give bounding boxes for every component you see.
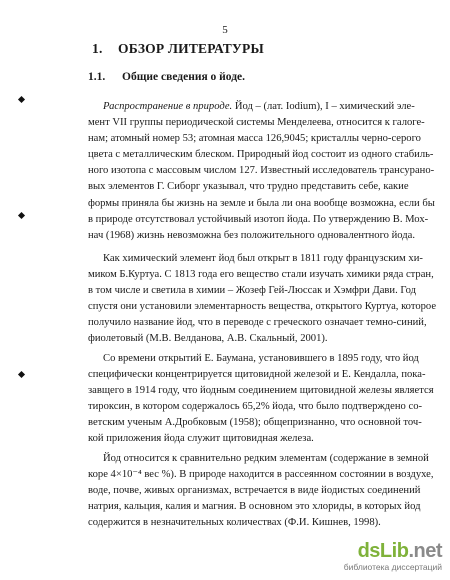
text-line: спустя они установили элементарность вещества, открытого Куртуа, которое (88, 301, 437, 313)
text-line: Как химический элемент йод был открыт в 1811 году французским хи- (103, 253, 423, 264)
section-number: 1. (92, 41, 103, 56)
text-line: содержится в незначительных количествах (Ф.И. Кишнев, 1998). (88, 517, 381, 529)
text-line: нам; атомный номер 53; атомная масса 126,9045; кристаллы черно-серого (88, 133, 421, 145)
text-line: коре 4×10⁻⁴ вес %). В природе находится в рассеянном состоянии в воздухе, (88, 469, 434, 481)
paragraph-discovery (88, 251, 437, 348)
text-line: фиолетовый (М.В. Велданова, А.В. Скальный, 2001). (88, 333, 328, 345)
text-line: кой приложения йода служит щитовидная железа. (88, 433, 314, 445)
subsection-heading (88, 71, 245, 83)
watermark (330, 540, 442, 574)
text-line: нач (1968) жизнь невозможна без положительного одновалентного йода. (88, 229, 416, 241)
section-heading (92, 41, 264, 57)
text-line: специфически концентрируется щитовидной железой и Е. Кендалла, пока- (88, 369, 426, 381)
text-line: ветским ученым А.Дробковым (1958); общепризнанно, что основной точ- (88, 417, 422, 429)
margin-bullet-icon (18, 212, 25, 219)
text-line: миком Б.Куртуа. С 1813 года его вещество стали изучать химики ряда стран, (88, 269, 434, 281)
text-line: натрия, кальция, калия и магния. В основном это хлориды, в которых йод (88, 501, 421, 513)
page-number: 5 (222, 24, 228, 36)
text-line: тироксин, в котором содержалось 65,2% йода, что было подтверждено со- (88, 401, 423, 413)
text-line: мент VII группы периодической системы Менделеева, относится к галоге- (88, 117, 425, 129)
subsection-number: 1.1. (88, 71, 106, 83)
text-line: вых элементов Г. Сиборг указывал, что трудно представить себе, какие (88, 181, 409, 193)
paragraph-lead: Распространение в природе. (103, 101, 233, 112)
text-line: формы приняла бы жизнь на земле и была ли она вообще возможна, если бы (88, 197, 435, 209)
watermark-logo: dsLib.net (357, 540, 442, 562)
text-line: ного изотопа с массовым числом 127. Известный исследователь трансурано- (88, 165, 435, 177)
margin-bullet-icon (18, 96, 25, 103)
text-line: Со времени открытий Е. Баумана, установившего в 1895 году, что йод (103, 353, 419, 364)
subsection-title: Общие сведения о йоде. (122, 71, 246, 83)
margin-bullet-icon (18, 371, 25, 378)
text-line: Йод относится к сравнительно редким элементам (содержание в земной (103, 453, 429, 464)
text-line: Распространение в природе. Йод – (лат. Iodium), I – химический эле- (103, 101, 415, 112)
paragraph-thyroid (88, 351, 434, 448)
watermark-caption: библиотека диссертаций (343, 562, 442, 572)
text-line: в природе отсутствовал устойчивый изотоп йода. По утверждению В. Мох- (88, 213, 429, 225)
text-line: получило название йод, что в переводе с греческого означает темно-синий, (88, 317, 427, 329)
paragraph-distribution (88, 99, 435, 244)
text-line: в том числе и светила в химии – Жозеф Гей-Люссак и Хэмфри Дави. Год (88, 285, 416, 297)
text-line: воде, почве, живых организмах, встречается в виде йодистых соединений (88, 485, 421, 497)
section-title: ОБЗОР ЛИТЕРАТУРЫ (118, 41, 264, 56)
paragraph-occurrence (88, 451, 434, 531)
text-line: цвета с металлическим блеском. Природный йод состоит из одного стабиль- (88, 149, 434, 161)
text-line: завщего в 1914 году, что йодным соединением щитовидной железы является (88, 385, 434, 397)
